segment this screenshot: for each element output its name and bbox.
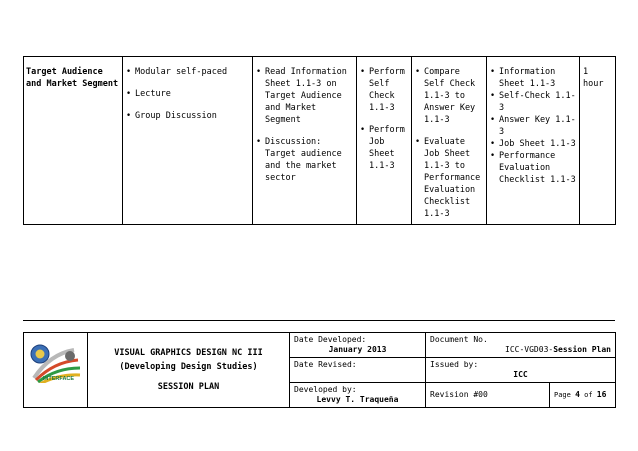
list-item: • Discussion: Target audience and the market sector (256, 136, 353, 184)
developed-by-label: Developed by: (294, 385, 357, 394)
list-item: • Perform Self Check 1.1-3 (360, 66, 408, 114)
developed-by-cell (290, 383, 426, 408)
course-title: VISUAL GRAPHICS DESIGN NC III (114, 348, 263, 358)
list-item: • Answer Key 1.1-3 (490, 114, 576, 138)
revision-label: Revision #00 (430, 390, 488, 399)
issued-by-value: ICC (513, 370, 528, 379)
document-number-prefix: ICC-VGD03- (505, 345, 554, 354)
footer-divider (23, 320, 615, 321)
page-total: 16 (596, 390, 607, 399)
document-number-label: Document No. (430, 335, 488, 344)
revision-cell (426, 383, 550, 408)
list-item: • Information Sheet 1.1-3 (490, 66, 576, 90)
list-item: • Self-Check 1.1-3 (490, 90, 576, 114)
document-number-cell (426, 333, 616, 358)
date-revised-cell (290, 358, 426, 383)
document-number-suffix: Session Plan (553, 345, 611, 354)
presentation-cell (253, 57, 357, 225)
logo-cell (24, 333, 88, 408)
list-item: • Read Information Sheet 1.1-3 on Target Audience and Market Segment (256, 66, 353, 126)
developed-by-value: Levvy T. Traqueña (316, 395, 399, 404)
list-item: • Job Sheet 1.1-3 (490, 138, 576, 150)
learning-outcome-cell: Target Audience and Market Segment (24, 57, 123, 225)
list-item: • Modular self-paced (126, 66, 249, 78)
feedback-cell (412, 57, 487, 225)
issued-by-cell (426, 358, 616, 383)
unit-title: (Developing Design Studies) (119, 362, 258, 372)
page-of: of (584, 391, 593, 399)
list-item: • Evaluate Job Sheet 1.1-3 to Performance Evaluation Checklist 1.1-3 (415, 136, 483, 220)
interface-logo-icon (26, 342, 84, 396)
issued-by-label: Issued by: (430, 360, 479, 369)
list-item: • Performance Evaluation Checklist 1.1-3 (490, 150, 576, 186)
logo-text: INTERFACE (42, 375, 75, 382)
list-item: • Compare Self Check 1.1-3 to Answer Key 1.1-3 (415, 66, 483, 126)
time-cell: 1 hour (580, 57, 616, 225)
list-item: • Group Discussion (126, 110, 249, 122)
page-label: Page (554, 391, 571, 399)
page-number: 4 (575, 390, 580, 399)
document-type: SESSION PLAN (157, 382, 220, 392)
resources-cell (487, 57, 580, 225)
practice-cell (357, 57, 412, 225)
list-item: • Perform Job Sheet 1.1-3 (360, 124, 408, 172)
date-developed-label: Date Developed: (294, 335, 367, 344)
title-cell (88, 333, 290, 408)
document-footer (23, 332, 616, 408)
date-revised-label: Date Revised: (294, 360, 357, 369)
methods-cell (123, 57, 253, 225)
table-row (24, 57, 616, 225)
date-developed-cell (290, 333, 426, 358)
page-number-cell (550, 383, 616, 408)
date-developed-value: January 2013 (328, 345, 387, 354)
session-plan-table (23, 56, 616, 225)
list-item: • Lecture (126, 88, 249, 100)
